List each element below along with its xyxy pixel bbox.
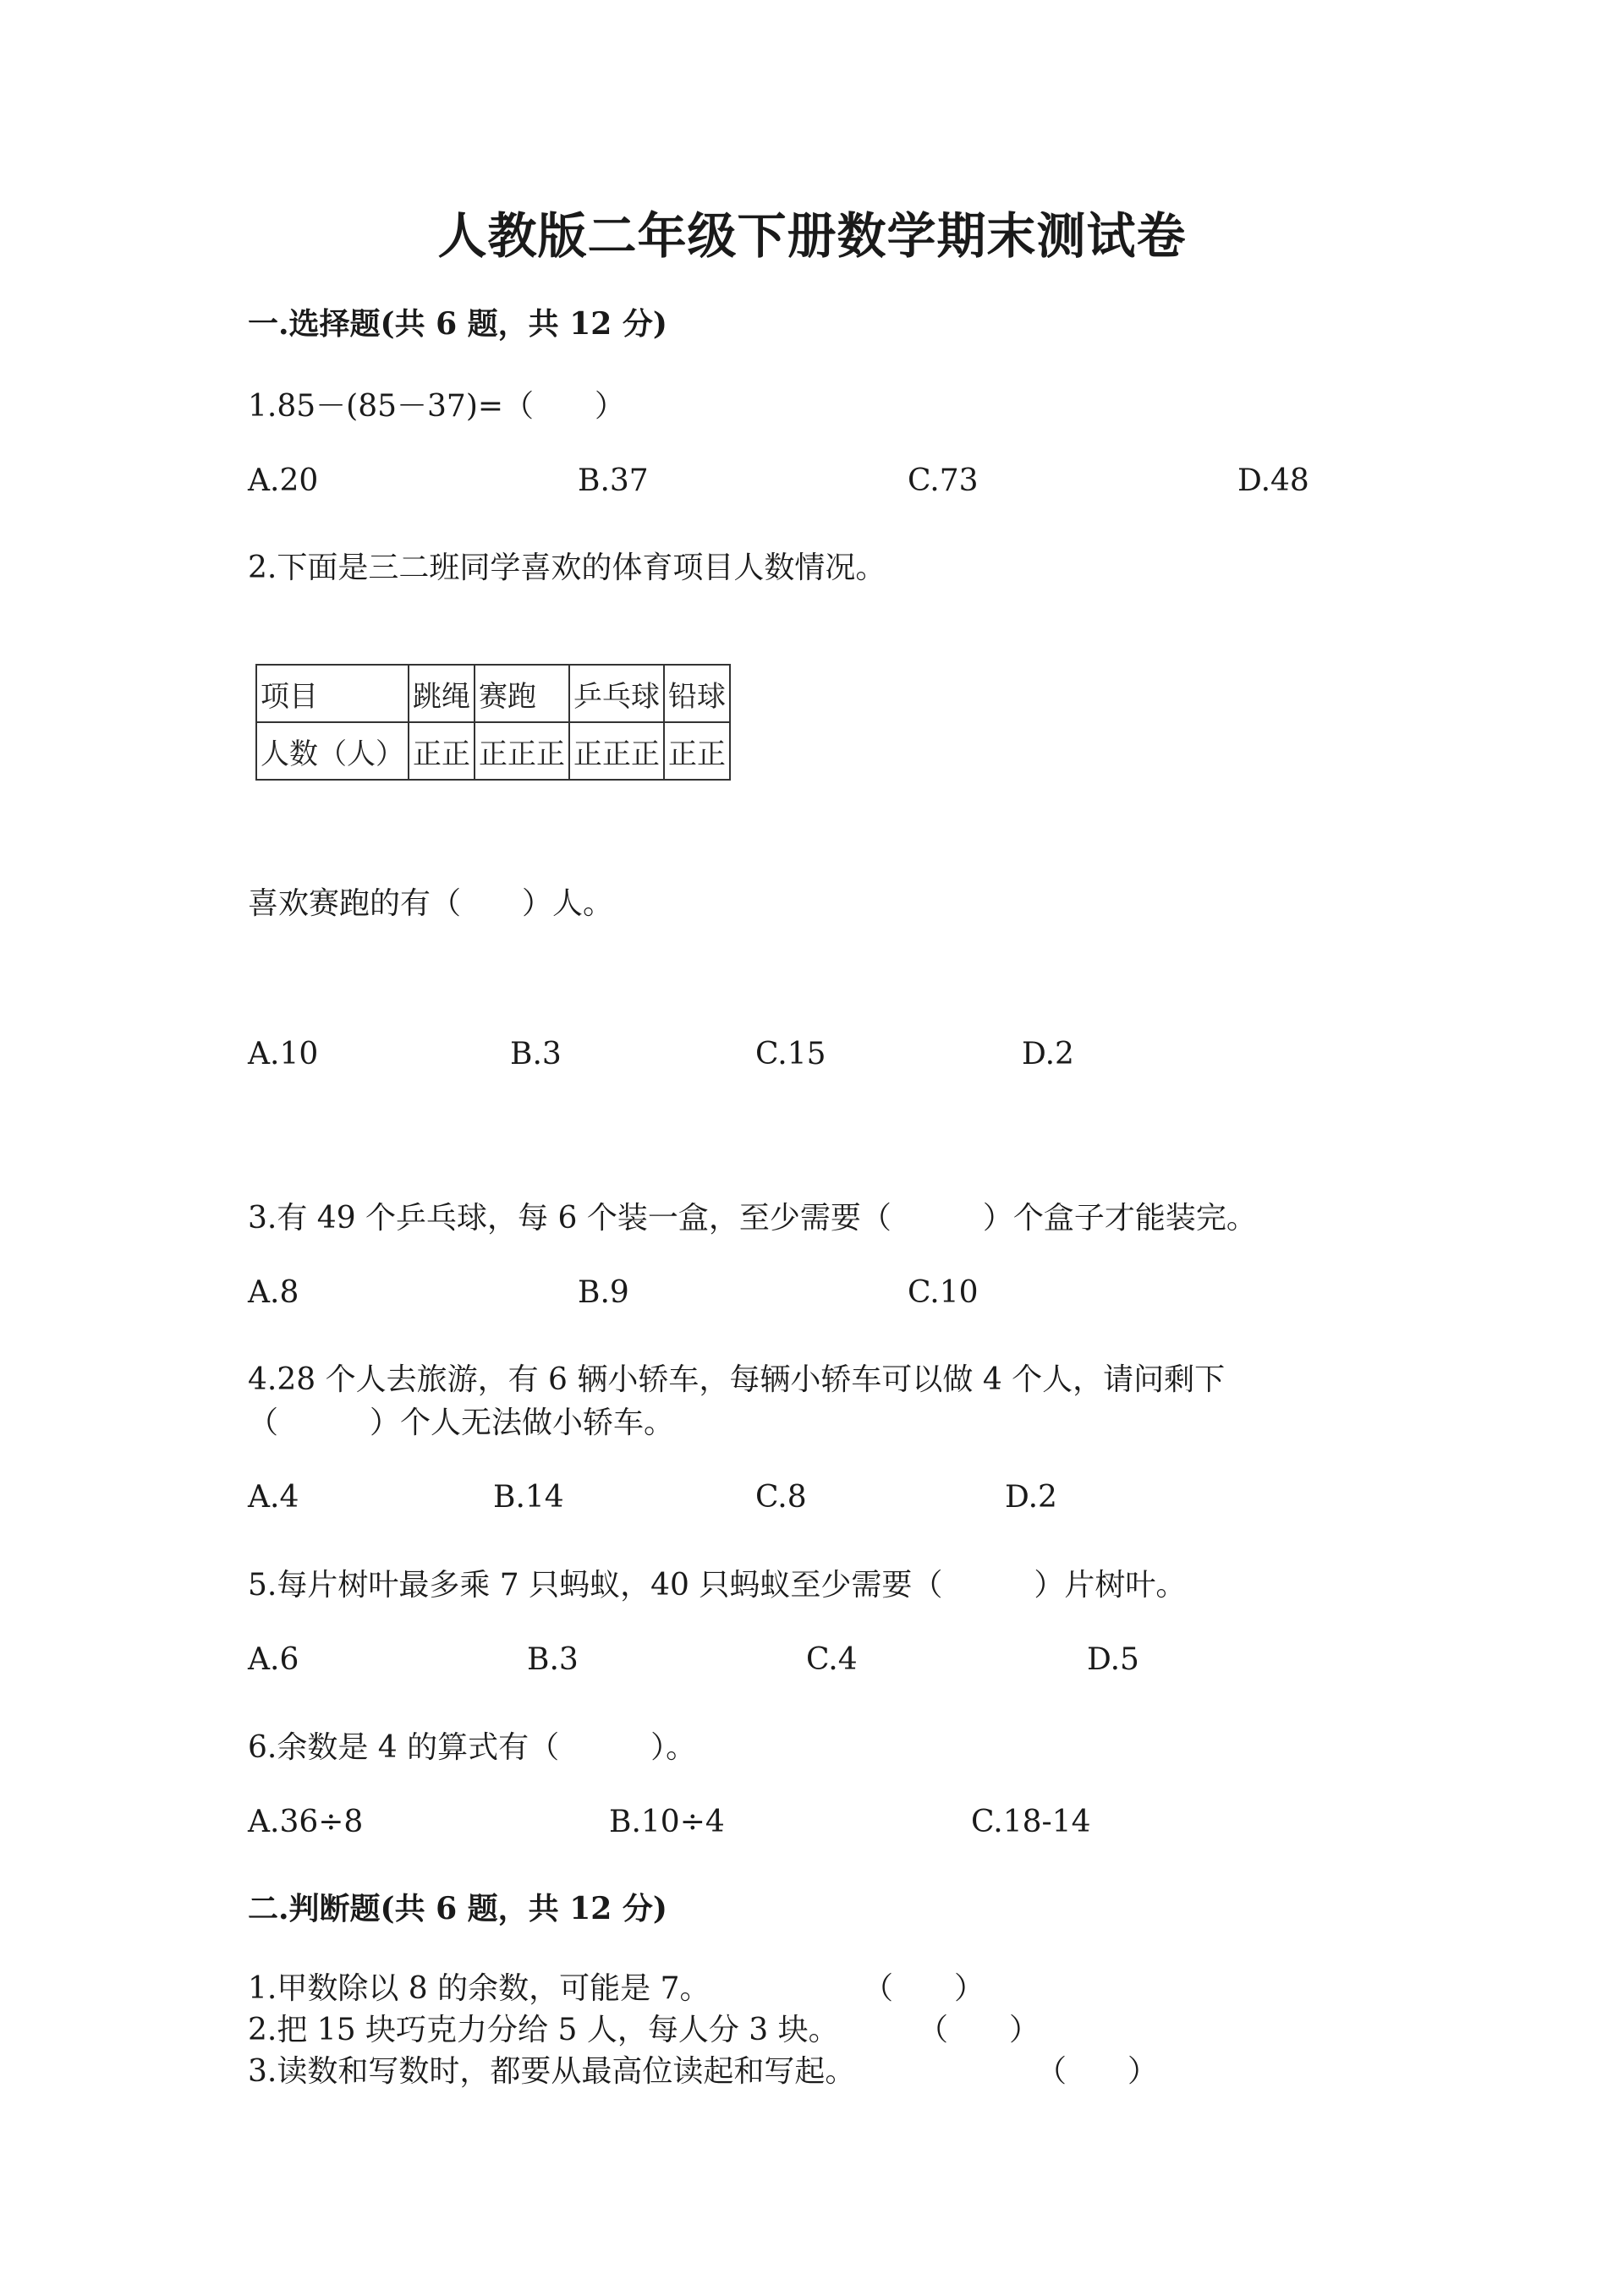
question-4-option-b[interactable]: B.14 [493, 1480, 564, 1515]
question-1-option-a[interactable]: A.20 [248, 463, 319, 498]
judgement-item-2-answer[interactable]: （ ） [918, 2013, 1040, 2047]
table-cell: 人数（人） [256, 722, 409, 780]
question-5-option-c[interactable]: C.4 [806, 1642, 858, 1677]
table-row-header [256, 665, 730, 722]
question-2-option-c[interactable]: C.15 [755, 1037, 826, 1071]
section-heading-judgement: 二.判断题(共 6 题，共 12 分) [248, 1891, 667, 1926]
table-row-counts [256, 722, 730, 780]
table-cell: 赛跑 [475, 665, 569, 722]
question-2-option-d[interactable]: D.2 [1022, 1037, 1074, 1071]
question-3-option-b[interactable]: B.9 [578, 1275, 629, 1310]
table-cell: 跳绳 [409, 665, 475, 722]
sports-tally-table [255, 664, 731, 781]
table-cell: 项目 [256, 665, 409, 722]
question-4-option-a[interactable]: A.4 [248, 1480, 299, 1515]
section-heading-choice: 一.选择题(共 6 题，共 12 分) [248, 306, 667, 342]
question-1-stem: 1.85－(85－37)=（ ） [248, 389, 626, 424]
question-3-stem: 3.有 49 个乒乓球，每 6 个装一盒，至少需要（ ）个盒子才能装完。 [248, 1201, 1257, 1236]
judgement-item-3-answer[interactable]: （ ） [1036, 2054, 1159, 2089]
judgement-item-1-answer[interactable]: （ ） [863, 1971, 985, 2006]
table-cell: 正正 [409, 722, 475, 780]
table-cell: 铅球 [664, 665, 730, 722]
question-5-option-b[interactable]: B.3 [527, 1642, 579, 1677]
question-5-stem: 5.每片树叶最多乘 7 只蚂蚁，40 只蚂蚁至少需要（ ）片树叶。 [248, 1568, 1187, 1603]
table-cell: 乒乓球 [569, 665, 664, 722]
question-2-stem: 2.下面是三二班同学喜欢的体育项目人数情况。 [248, 551, 886, 585]
page-title: 人教版二年级下册数学期末测试卷 [437, 207, 1187, 265]
judgement-item-2: 2.把 15 块巧克力分给 5 人，每人分 3 块。 [248, 2013, 839, 2047]
question-4-stem-line-1: 4.28 个人去旅游，有 6 辆小轿车，每辆小轿车可以做 4 个人，请问剩下 [248, 1362, 1226, 1397]
question-5-option-d[interactable]: D.5 [1087, 1642, 1139, 1677]
question-3-option-a[interactable]: A.8 [248, 1275, 299, 1310]
question-2-option-a[interactable]: A.10 [248, 1037, 319, 1071]
judgement-item-3: 3.读数和写数时，都要从最高位读起和写起。 [248, 2054, 856, 2089]
question-1-option-c[interactable]: C.73 [908, 463, 979, 498]
question-4-stem-line-2: （ ）个人无法做小轿车。 [248, 1406, 675, 1440]
question-6-option-a[interactable]: A.36÷8 [248, 1805, 364, 1839]
question-2-sub-question: 喜欢赛跑的有（ ）人。 [248, 886, 614, 921]
question-3-option-c[interactable]: C.10 [908, 1275, 979, 1310]
question-4-option-d[interactable]: D.2 [1005, 1480, 1057, 1515]
table-cell: 正正 [664, 722, 730, 780]
question-1-option-d[interactable]: D.48 [1237, 463, 1309, 498]
question-6-stem: 6.余数是 4 的算式有（ ）。 [248, 1730, 697, 1765]
question-4-option-c[interactable]: C.8 [755, 1480, 807, 1515]
judgement-item-1: 1.甲数除以 8 的余数，可能是 7。 [248, 1971, 710, 2006]
question-1-option-b[interactable]: B.37 [578, 463, 649, 498]
table-cell: 正正正 [475, 722, 569, 780]
question-6-option-b[interactable]: B.10÷4 [609, 1805, 725, 1839]
question-5-option-a[interactable]: A.6 [248, 1642, 299, 1677]
table-cell: 正正正 [569, 722, 664, 780]
question-6-option-c[interactable]: C.18-14 [971, 1805, 1091, 1839]
question-2-option-b[interactable]: B.3 [510, 1037, 562, 1071]
